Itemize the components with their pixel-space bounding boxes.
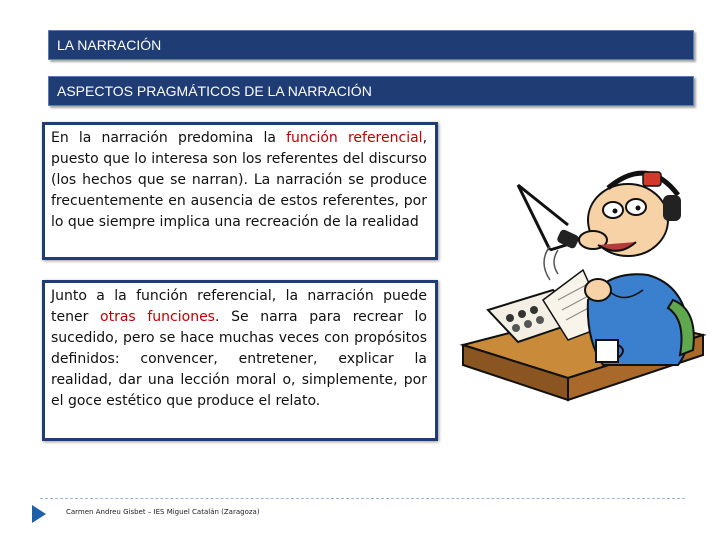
footer-credit: Carmen Andreu Gisbet – IES Miguel Catalán (Zaragoza) (66, 508, 260, 516)
paragraph1-highlight: función referencial (286, 130, 423, 146)
slide-subtitle (48, 76, 694, 106)
slide-title (48, 30, 694, 60)
paragraph1-intro: En la narración predomina la (51, 130, 287, 146)
paragraph2-rest: . Se narra para recrear lo sucedido, pero se hace muchas veces con propósitos definidos: convencer, entretener, explicar la realidad, dar una lección moral o, simplemente, por el goce estético que produce el relato. (51, 309, 427, 409)
footer-divider (40, 498, 685, 499)
play-arrow-icon (32, 505, 46, 523)
slide-subtitle-text: ASPECTOS PRAGMÁTICOS DE LA NARRACIÓN (57, 83, 372, 99)
paragraph2-highlight: otras funciones (100, 309, 215, 325)
paragraph1-rest: , puesto que lo interesa son los referentes del discurso (los hechos que se narran). La narración se produce frecuentemente en ausencia de estos referentes, por lo que siempre implica una recreación de la realidad (51, 130, 428, 230)
paragraph-box-other-functions (42, 280, 438, 441)
radio-announcer-illustration (458, 150, 708, 405)
paragraph2-intro: Junto a la función referencial, la narración puede tener (51, 288, 427, 325)
paragraph-box-referential (42, 122, 438, 260)
slide-title-text: LA NARRACIÓN (57, 37, 162, 53)
